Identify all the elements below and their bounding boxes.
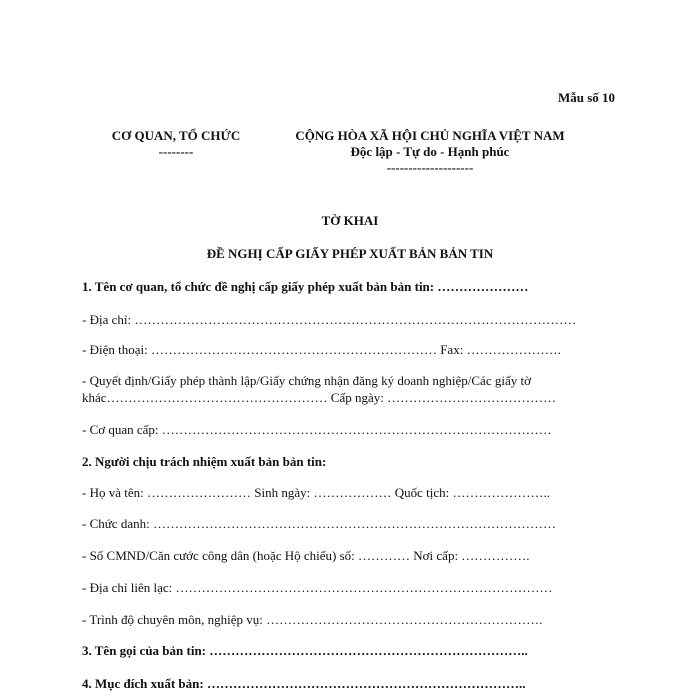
section-2-heading: 2. Người chịu trách nhiệm xuất bản bản tin: (82, 454, 327, 469)
issuing-agency-line: - Cơ quan cấp: ……………………………………………………………………………… (82, 422, 552, 437)
address-line: - Địa chỉ: ………………………………………………………………………………………… (82, 312, 577, 327)
contact-address-line: - Địa chỉ liên lạc: …………………………………………………………………………… (82, 580, 553, 595)
org-header: CƠ QUAN, TỔ CHỨC (111, 128, 241, 143)
decision-line-2: khác…………………………………………… Cấp ngày: ………………………………… (82, 390, 557, 405)
form-title: TỜ KHAI (321, 213, 379, 228)
position-line: - Chức danh: ………………………………………………………………………………… (82, 516, 556, 531)
id-card-line: - Số CMND/Căn cước công dân (hoặc Hộ chiếu) số: ………… Nơi cấp: ……………. (82, 548, 530, 563)
qualification-line: - Trình độ chuyên môn, nghiệp vụ: ………………………………………………………. (82, 612, 543, 627)
phone-fax-line: - Điện thoại: ………………………………………………………… Fax: …………………. (82, 342, 561, 357)
form-subtitle: ĐỀ NGHỊ CẤP GIẤY PHÉP XUẤT BẢN BẢN TIN (206, 246, 494, 261)
motto-dashes: -------------------- (386, 160, 474, 175)
section-3-heading: 3. Tên gọi của bản tin: ……………………………………………………………….. (82, 643, 528, 658)
nation-header: CỘNG HÒA XÃ HỘI CHỦ NGHĨA VIỆT NAM (295, 128, 565, 143)
motto: Độc lập - Tự do - Hạnh phúc (350, 144, 510, 159)
org-header-dashes: -------- (158, 144, 194, 159)
section-1-heading: 1. Tên cơ quan, tổ chức đề nghị cấp giấy phép xuất bản bản tin: ………………… (82, 279, 529, 294)
section-4-heading: 4. Mục đích xuất bản: ……………………………………………………………….. (82, 676, 526, 691)
decision-line-1: - Quyết định/Giấy phép thành lập/Giấy chứng nhận đăng ký doanh nghiệp/Các giấy tờ (82, 373, 531, 388)
form-number: Mẫu số 10 (558, 90, 616, 105)
fullname-line: - Họ và tên: …………………… Sinh ngày: ……………… Quốc tịch: ………………….. (82, 485, 550, 500)
